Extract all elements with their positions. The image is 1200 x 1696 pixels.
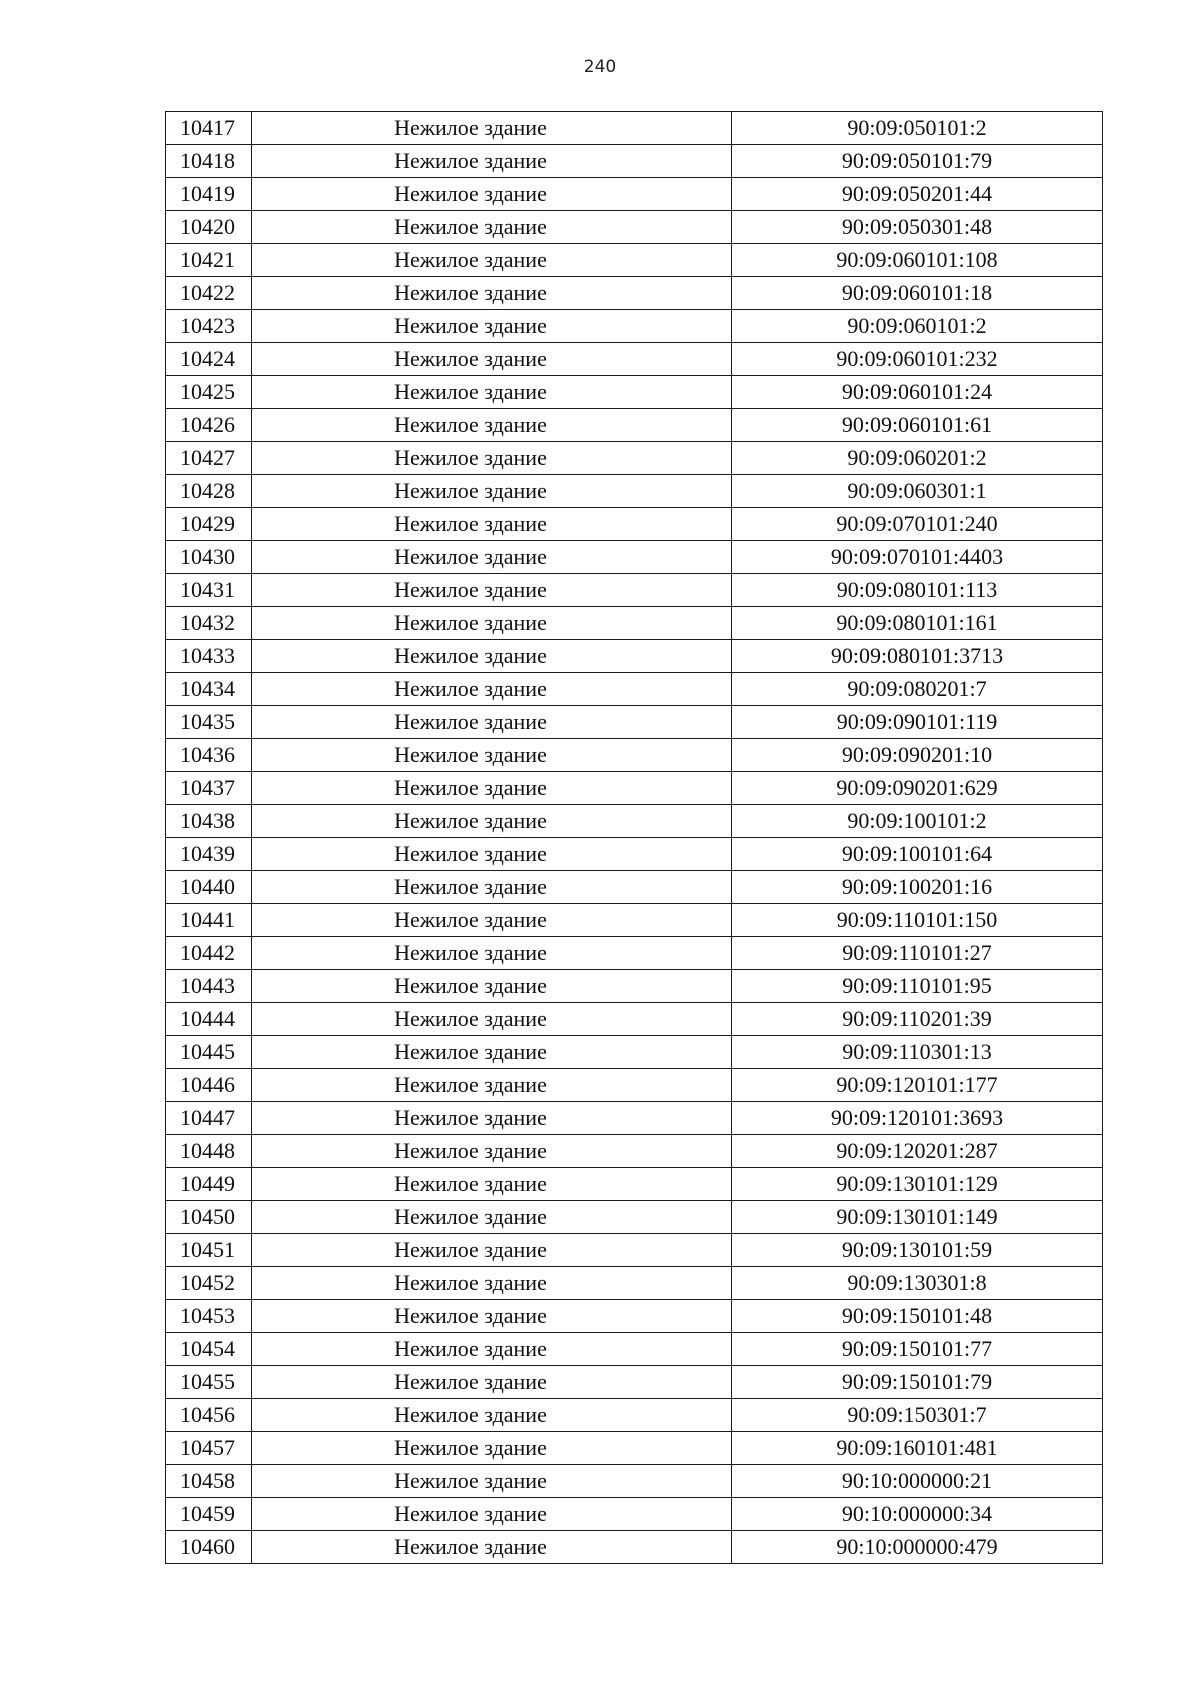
object-name-cell: Нежилое здание <box>252 706 732 739</box>
cadastral-number-cell: 90:10:000000:34 <box>732 1498 1103 1531</box>
object-name-cell: Нежилое здание <box>252 970 732 1003</box>
row-number-cell: 10431 <box>166 574 252 607</box>
cadastral-number-cell: 90:09:120101:177 <box>732 1069 1103 1102</box>
cadastral-number-cell: 90:09:130101:59 <box>732 1234 1103 1267</box>
object-name-cell: Нежилое здание <box>252 442 732 475</box>
cadastral-number-cell: 90:09:150101:48 <box>732 1300 1103 1333</box>
table-row <box>166 1531 1103 1564</box>
table-row <box>166 1102 1103 1135</box>
table-row <box>166 1300 1103 1333</box>
table-row <box>166 706 1103 739</box>
cadastral-number-cell: 90:09:060101:24 <box>732 376 1103 409</box>
cadastral-number-cell: 90:09:060301:1 <box>732 475 1103 508</box>
table-row <box>166 904 1103 937</box>
row-number-cell: 10450 <box>166 1201 252 1234</box>
object-name-cell: Нежилое здание <box>252 1135 732 1168</box>
object-name-cell: Нежилое здание <box>252 1399 732 1432</box>
table-row <box>166 640 1103 673</box>
object-name-cell: Нежилое здание <box>252 937 732 970</box>
cadastral-number-cell: 90:09:050101:79 <box>732 145 1103 178</box>
table-row <box>166 1333 1103 1366</box>
object-name-cell: Нежилое здание <box>252 673 732 706</box>
row-number-cell: 10453 <box>166 1300 252 1333</box>
row-number-cell: 10435 <box>166 706 252 739</box>
table-row <box>166 541 1103 574</box>
object-name-cell: Нежилое здание <box>252 838 732 871</box>
cadastral-number-cell: 90:09:150301:7 <box>732 1399 1103 1432</box>
row-number-cell: 10419 <box>166 178 252 211</box>
cadastral-number-cell: 90:09:080101:161 <box>732 607 1103 640</box>
table-row <box>166 1036 1103 1069</box>
object-name-cell: Нежилое здание <box>252 112 732 145</box>
row-number-cell: 10454 <box>166 1333 252 1366</box>
cadastral-number-cell: 90:09:080101:113 <box>732 574 1103 607</box>
table-body <box>166 112 1103 1564</box>
cadastral-number-cell: 90:09:080201:7 <box>732 673 1103 706</box>
table-row <box>166 343 1103 376</box>
row-number-cell: 10444 <box>166 1003 252 1036</box>
row-number-cell: 10421 <box>166 244 252 277</box>
row-number-cell: 10460 <box>166 1531 252 1564</box>
table-row <box>166 1069 1103 1102</box>
cadastral-number-cell: 90:09:090101:119 <box>732 706 1103 739</box>
row-number-cell: 10442 <box>166 937 252 970</box>
object-name-cell: Нежилое здание <box>252 607 732 640</box>
cadastral-number-cell: 90:09:110201:39 <box>732 1003 1103 1036</box>
table-row <box>166 1267 1103 1300</box>
cadastral-number-cell: 90:09:050201:44 <box>732 178 1103 211</box>
table-row <box>166 1465 1103 1498</box>
table-row <box>166 1135 1103 1168</box>
row-number-cell: 10433 <box>166 640 252 673</box>
table-row <box>166 310 1103 343</box>
row-number-cell: 10457 <box>166 1432 252 1465</box>
cadastral-number-cell: 90:10:000000:479 <box>732 1531 1103 1564</box>
table-row <box>166 376 1103 409</box>
cadastral-number-cell: 90:09:110101:27 <box>732 937 1103 970</box>
object-name-cell: Нежилое здание <box>252 904 732 937</box>
row-number-cell: 10426 <box>166 409 252 442</box>
cadastral-number-cell: 90:09:100101:2 <box>732 805 1103 838</box>
row-number-cell: 10422 <box>166 277 252 310</box>
table-row <box>166 937 1103 970</box>
object-name-cell: Нежилое здание <box>252 1333 732 1366</box>
row-number-cell: 10432 <box>166 607 252 640</box>
cadastral-number-cell: 90:09:080101:3713 <box>732 640 1103 673</box>
table-row <box>166 145 1103 178</box>
table-row <box>166 1201 1103 1234</box>
table-row <box>166 574 1103 607</box>
row-number-cell: 10428 <box>166 475 252 508</box>
row-number-cell: 10417 <box>166 112 252 145</box>
row-number-cell: 10451 <box>166 1234 252 1267</box>
table-row <box>166 739 1103 772</box>
cadastral-number-cell: 90:09:060101:232 <box>732 343 1103 376</box>
table-row <box>166 211 1103 244</box>
object-name-cell: Нежилое здание <box>252 541 732 574</box>
object-name-cell: Нежилое здание <box>252 1267 732 1300</box>
table-row <box>166 1003 1103 1036</box>
row-number-cell: 10459 <box>166 1498 252 1531</box>
object-name-cell: Нежилое здание <box>252 1201 732 1234</box>
table-row <box>166 409 1103 442</box>
row-number-cell: 10445 <box>166 1036 252 1069</box>
cadastral-number-cell: 90:09:070101:4403 <box>732 541 1103 574</box>
object-name-cell: Нежилое здание <box>252 640 732 673</box>
table-row <box>166 772 1103 805</box>
table-row <box>166 805 1103 838</box>
table-row <box>166 442 1103 475</box>
object-name-cell: Нежилое здание <box>252 805 732 838</box>
object-name-cell: Нежилое здание <box>252 1366 732 1399</box>
row-number-cell: 10455 <box>166 1366 252 1399</box>
row-number-cell: 10436 <box>166 739 252 772</box>
cadastral-number-cell: 90:09:110101:95 <box>732 970 1103 1003</box>
object-name-cell: Нежилое здание <box>252 508 732 541</box>
row-number-cell: 10441 <box>166 904 252 937</box>
page-number: 240 <box>583 57 617 77</box>
table-row <box>166 112 1103 145</box>
table-row <box>166 1234 1103 1267</box>
object-name-cell: Нежилое здание <box>252 1498 732 1531</box>
cadastral-number-cell: 90:09:110301:13 <box>732 1036 1103 1069</box>
cadastral-number-cell: 90:09:160101:481 <box>732 1432 1103 1465</box>
table-row <box>166 508 1103 541</box>
object-name-cell: Нежилое здание <box>252 574 732 607</box>
row-number-cell: 10425 <box>166 376 252 409</box>
cadastral-number-cell: 90:09:100101:64 <box>732 838 1103 871</box>
cadastral-number-cell: 90:09:120201:287 <box>732 1135 1103 1168</box>
row-number-cell: 10447 <box>166 1102 252 1135</box>
row-number-cell: 10458 <box>166 1465 252 1498</box>
cadastral-number-cell: 90:09:060201:2 <box>732 442 1103 475</box>
cadastral-number-cell: 90:09:060101:61 <box>732 409 1103 442</box>
object-name-cell: Нежилое здание <box>252 1003 732 1036</box>
object-name-cell: Нежилое здание <box>252 178 732 211</box>
cadastral-number-cell: 90:09:130101:149 <box>732 1201 1103 1234</box>
object-name-cell: Нежилое здание <box>252 1300 732 1333</box>
object-name-cell: Нежилое здание <box>252 1069 732 1102</box>
row-number-cell: 10446 <box>166 1069 252 1102</box>
row-number-cell: 10430 <box>166 541 252 574</box>
object-name-cell: Нежилое здание <box>252 1234 732 1267</box>
cadastral-number-cell: 90:09:060101:18 <box>732 277 1103 310</box>
registry-table <box>165 111 1103 1564</box>
cadastral-number-cell: 90:10:000000:21 <box>732 1465 1103 1498</box>
cadastral-number-cell: 90:09:120101:3693 <box>732 1102 1103 1135</box>
row-number-cell: 10456 <box>166 1399 252 1432</box>
table-row <box>166 1498 1103 1531</box>
table-row <box>166 871 1103 904</box>
object-name-cell: Нежилое здание <box>252 1465 732 1498</box>
row-number-cell: 10439 <box>166 838 252 871</box>
object-name-cell: Нежилое здание <box>252 343 732 376</box>
cadastral-number-cell: 90:09:060101:108 <box>732 244 1103 277</box>
row-number-cell: 10452 <box>166 1267 252 1300</box>
table-row <box>166 1168 1103 1201</box>
row-number-cell: 10418 <box>166 145 252 178</box>
row-number-cell: 10420 <box>166 211 252 244</box>
object-name-cell: Нежилое здание <box>252 244 732 277</box>
object-name-cell: Нежилое здание <box>252 376 732 409</box>
cadastral-number-cell: 90:09:060101:2 <box>732 310 1103 343</box>
table-row <box>166 838 1103 871</box>
row-number-cell: 10437 <box>166 772 252 805</box>
cadastral-number-cell: 90:09:070101:240 <box>732 508 1103 541</box>
cadastral-number-cell: 90:09:110101:150 <box>732 904 1103 937</box>
row-number-cell: 10427 <box>166 442 252 475</box>
cadastral-number-cell: 90:09:090201:10 <box>732 739 1103 772</box>
table-row <box>166 1399 1103 1432</box>
cadastral-number-cell: 90:09:150101:79 <box>732 1366 1103 1399</box>
object-name-cell: Нежилое здание <box>252 1168 732 1201</box>
cadastral-number-cell: 90:09:130101:129 <box>732 1168 1103 1201</box>
row-number-cell: 10423 <box>166 310 252 343</box>
row-number-cell: 10438 <box>166 805 252 838</box>
cadastral-number-cell: 90:09:050301:48 <box>732 211 1103 244</box>
object-name-cell: Нежилое здание <box>252 1102 732 1135</box>
cadastral-number-cell: 90:09:050101:2 <box>732 112 1103 145</box>
object-name-cell: Нежилое здание <box>252 1432 732 1465</box>
object-name-cell: Нежилое здание <box>252 409 732 442</box>
cadastral-number-cell: 90:09:130301:8 <box>732 1267 1103 1300</box>
table-row <box>166 1432 1103 1465</box>
row-number-cell: 10449 <box>166 1168 252 1201</box>
row-number-cell: 10448 <box>166 1135 252 1168</box>
object-name-cell: Нежилое здание <box>252 1531 732 1564</box>
object-name-cell: Нежилое здание <box>252 739 732 772</box>
object-name-cell: Нежилое здание <box>252 475 732 508</box>
table-row <box>166 607 1103 640</box>
table-row <box>166 178 1103 211</box>
table-row <box>166 475 1103 508</box>
object-name-cell: Нежилое здание <box>252 772 732 805</box>
object-name-cell: Нежилое здание <box>252 211 732 244</box>
cadastral-number-cell: 90:09:090201:629 <box>732 772 1103 805</box>
row-number-cell: 10424 <box>166 343 252 376</box>
table-row <box>166 970 1103 1003</box>
row-number-cell: 10440 <box>166 871 252 904</box>
object-name-cell: Нежилое здание <box>252 1036 732 1069</box>
table-row <box>166 673 1103 706</box>
cadastral-number-cell: 90:09:100201:16 <box>732 871 1103 904</box>
object-name-cell: Нежилое здание <box>252 871 732 904</box>
table-row <box>166 244 1103 277</box>
table-row <box>166 1366 1103 1399</box>
row-number-cell: 10443 <box>166 970 252 1003</box>
cadastral-number-cell: 90:09:150101:77 <box>732 1333 1103 1366</box>
table-row <box>166 277 1103 310</box>
object-name-cell: Нежилое здание <box>252 277 732 310</box>
object-name-cell: Нежилое здание <box>252 145 732 178</box>
object-name-cell: Нежилое здание <box>252 310 732 343</box>
row-number-cell: 10434 <box>166 673 252 706</box>
row-number-cell: 10429 <box>166 508 252 541</box>
